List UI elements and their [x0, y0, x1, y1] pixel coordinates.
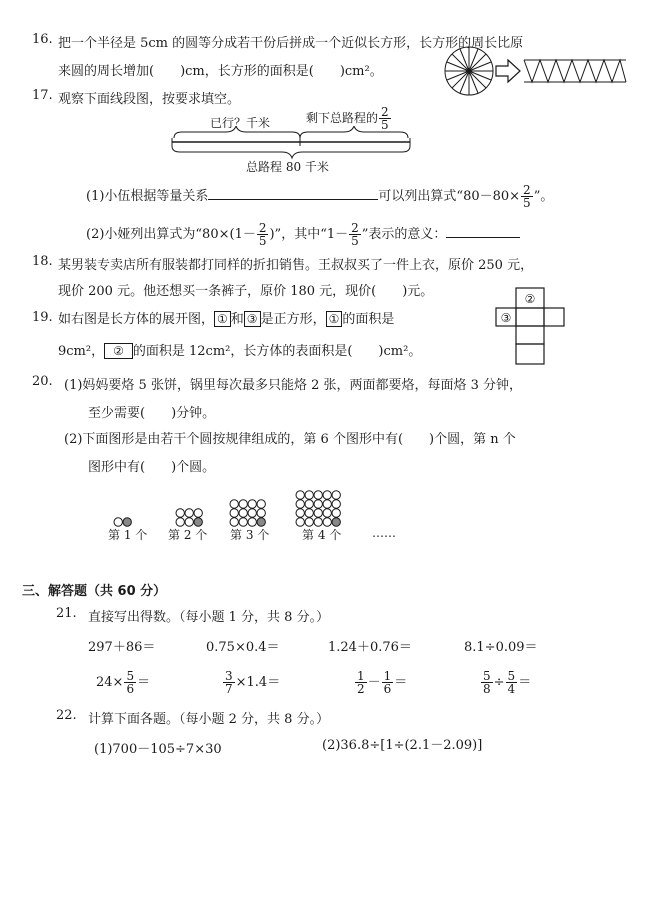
q22-title: 计算下面各题。（每小题 2 分，共 8 分。） — [88, 712, 330, 727]
pattern-circle — [296, 491, 304, 499]
pattern-circle — [314, 518, 322, 526]
seg-total-label: 总路程 80 千米 — [246, 160, 329, 174]
pattern-circle — [230, 500, 238, 508]
zigzag-rectangle — [524, 60, 626, 82]
q20-part1-line2: 至少需要( )分钟。 — [88, 406, 216, 421]
circle-pattern-figures — [100, 480, 380, 530]
pattern-circle — [314, 491, 322, 499]
pattern-circle — [176, 518, 184, 526]
q17-title: 观察下面线段图，按要求填空。 — [58, 92, 241, 107]
pattern-circle — [248, 509, 256, 517]
brace-total — [172, 146, 410, 158]
pattern-circle — [296, 509, 304, 517]
fig-label-4: 第 4 个 — [302, 528, 342, 542]
pattern-circle — [305, 491, 313, 499]
transform-arrow — [496, 60, 520, 82]
fig-ellipsis: …… — [372, 526, 396, 540]
q20-part2-line2: 图形中有( )个圆。 — [88, 460, 216, 475]
pattern-circle — [239, 500, 247, 508]
pattern-circle — [323, 509, 331, 517]
pattern-circle — [248, 518, 256, 526]
q16-number: 16. — [32, 32, 53, 47]
q21-item-8: $\frac{5}{8}$ ÷ $\frac{5}{4}$ ＝ — [483, 669, 532, 696]
pattern-circle — [248, 500, 256, 508]
pattern-circle-shaded — [194, 518, 202, 526]
pattern-circle-shaded — [257, 518, 265, 526]
pattern-circle-shaded — [332, 518, 340, 526]
sectored-circle — [445, 47, 493, 95]
cuboid-net-figure — [494, 286, 578, 368]
q22-part1: (1)700－105÷7×30 — [94, 742, 222, 757]
circle-to-rectangle-figure — [444, 44, 630, 102]
pattern-circle — [185, 518, 193, 526]
pattern-circle — [257, 500, 265, 508]
section3-title: 三、解答题（共 60 分） — [22, 584, 167, 599]
q21-item-3: 1.24＋0.76＝ — [328, 640, 412, 655]
q21-item-4: 8.1÷0.09＝ — [464, 640, 538, 655]
pattern-circle — [305, 518, 313, 526]
q17-number: 17. — [32, 88, 53, 103]
net-face-3: ③ — [500, 311, 512, 325]
pattern-circle — [194, 509, 202, 517]
q22-part2: (2)36.8÷[1÷(2.1－2.09)] — [322, 738, 483, 753]
pattern-circle — [314, 500, 322, 508]
q20-number: 20. — [32, 374, 53, 389]
pattern-circle — [185, 509, 193, 517]
fig-label-2: 第 2 个 — [168, 528, 208, 542]
pattern-circle — [257, 509, 265, 517]
pattern-circle — [332, 491, 340, 499]
q17-part1: (1)小伍根据等量关系 可以列出算式“80－80× $\frac{2}{5}$ ”。 — [86, 183, 554, 210]
fig-label-1: 第 1 个 — [108, 528, 148, 542]
q21-item-2: 0.75×0.4＝ — [206, 640, 280, 655]
q21-number: 21. — [56, 606, 77, 621]
q21-item-1: 297＋86＝ — [88, 640, 156, 655]
q18-text-line2: 现价 200 元。他还想买一条裤子，原价 180 元，现价( )元。 — [58, 284, 434, 299]
pattern-circle — [323, 491, 331, 499]
q19-number: 19. — [32, 310, 53, 325]
q20-part1-line1: (1)妈妈要烙 5 张饼，锅里每次最多只能烙 2 张，两面都要烙，每面烙 3 分钟， — [64, 378, 523, 393]
pattern-circle-shaded — [123, 518, 131, 526]
seg-remaining-label: 剩下总路程的 $\frac{2}{5}$ — [306, 105, 389, 132]
q18-text-line1: 某男装专卖店所有服装都打同样的折扣销售。王叔叔买了一件上衣，原价 250 元， — [58, 258, 534, 273]
q19-text-line1: 如右图是长方体的展开图， ① 和 ③ 是正方形， ① 的面积是 — [58, 312, 395, 327]
q16-text-line2: 来圆的周长增加( )cm，长方形的面积是( )cm²。 — [58, 64, 383, 79]
pattern-circle — [176, 509, 184, 517]
pattern-circle — [332, 500, 340, 508]
pattern-circle — [296, 518, 304, 526]
q18-number: 18. — [32, 254, 53, 269]
pattern-circle — [239, 518, 247, 526]
pattern-circle — [323, 518, 331, 526]
pattern-circle — [305, 500, 313, 508]
q21-title: 直接写出得数。（每小题 1 分，共 8 分。） — [88, 610, 330, 625]
q17-part2: (2)小娅列出算式为“80×(1－ $\frac{2}{5}$ )”，其中“1－ $\frac{2}{5}$ ”表示的意义： — [86, 222, 520, 247]
pattern-circle — [332, 509, 340, 517]
pattern-circle — [230, 509, 238, 517]
q22-number: 22. — [56, 708, 77, 723]
q16-text-line1: 把一个半径是 5cm 的圆等分成若干份后拼成一个近似长方形，长方形的周长比原 — [58, 36, 524, 51]
fig-label-3: 第 3 个 — [230, 528, 270, 542]
pattern-circle — [296, 500, 304, 508]
q19-text-line2: 9cm²， ② 的面积是 12cm²，长方体的表面积是( )cm²。 — [58, 344, 422, 359]
q21-item-7: $\frac{1}{2}$ － $\frac{1}{6}$ ＝ — [357, 669, 408, 696]
net-face-2: ② — [524, 292, 536, 306]
pattern-circle — [114, 518, 122, 526]
q20-part2-line1: (2)下面图形是由若干个圆按规律组成的，第 6 个图形中有( )个圆，第 n 个 — [64, 432, 516, 447]
pattern-circle — [239, 509, 247, 517]
pattern-circle — [314, 509, 322, 517]
pattern-circle — [305, 509, 313, 517]
pattern-circle — [323, 500, 331, 508]
pattern-circle — [230, 518, 238, 526]
seg-walked-label: 已行？千米 — [210, 116, 271, 130]
q21-item-6: $\frac{3}{7}$ ×1.4＝ — [225, 669, 281, 696]
q21-item-5: 24× $\frac{5}{6}$ ＝ — [96, 669, 151, 696]
